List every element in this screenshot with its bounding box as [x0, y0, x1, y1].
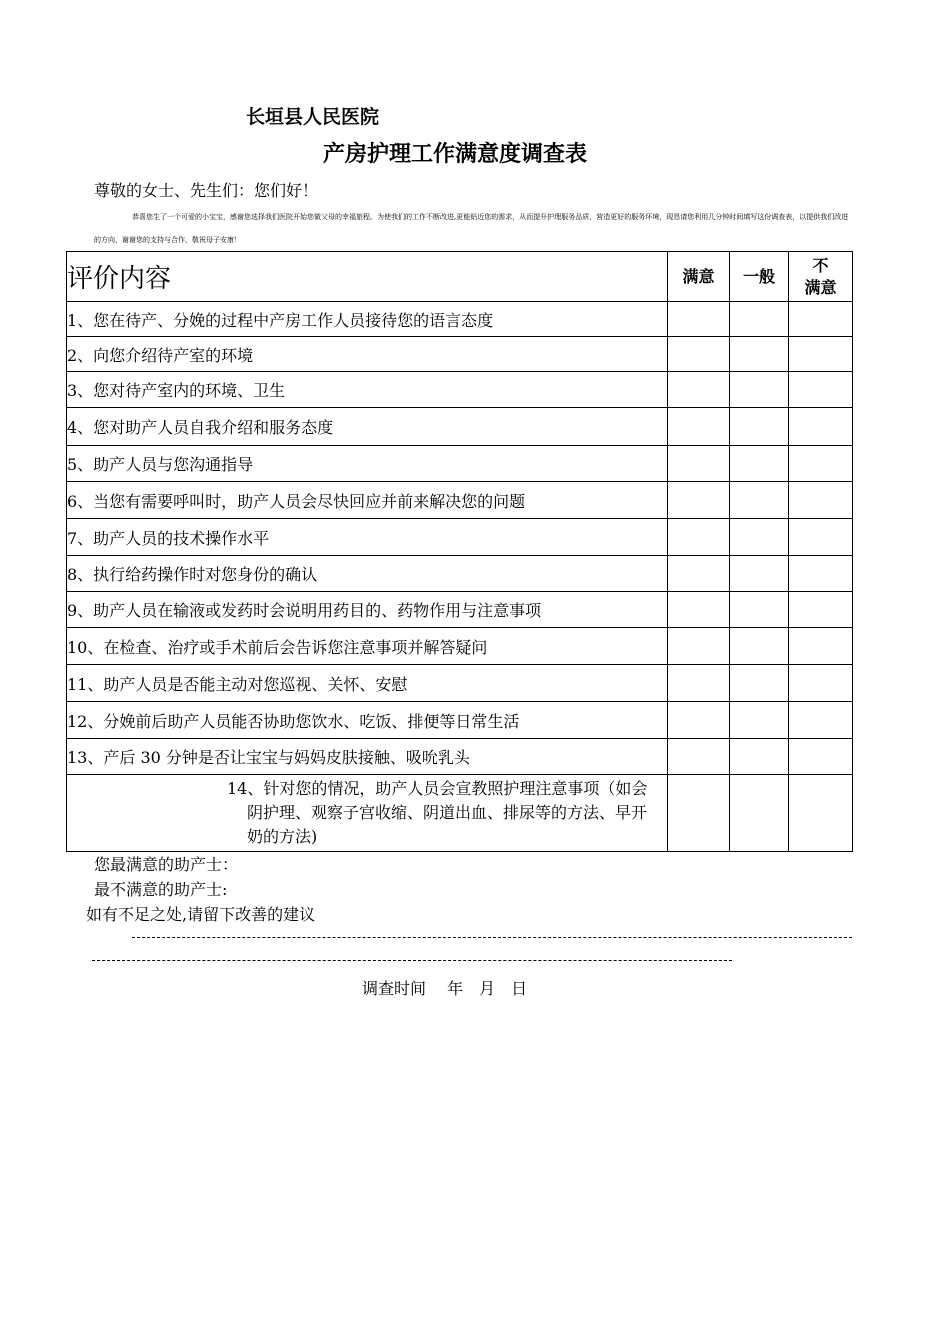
table-row	[67, 739, 853, 775]
satisfied-checkbox[interactable]	[668, 519, 730, 556]
average-checkbox[interactable]	[730, 519, 789, 556]
average-checkbox[interactable]	[730, 446, 789, 482]
unsatisfied-checkbox[interactable]	[789, 408, 853, 446]
table-row	[67, 446, 853, 482]
unsatisfied-header-line2: 满意	[804, 277, 837, 297]
item-text: 9、助产人员在输液或发药时会说明用药目的、药物作用与注意事项	[67, 592, 668, 628]
satisfied-column-header: 满意	[668, 252, 730, 302]
item-text: 12、分娩前后助产人员能否协助您饮水、吃饭、排便等日常生活	[67, 702, 668, 739]
satisfied-checkbox[interactable]	[668, 446, 730, 482]
satisfied-checkbox[interactable]	[668, 408, 730, 446]
item-text: 4、您对助产人员自我介绍和服务态度	[67, 408, 668, 446]
average-checkbox[interactable]	[730, 337, 789, 372]
average-checkbox[interactable]	[730, 556, 789, 592]
average-checkbox[interactable]	[730, 739, 789, 775]
intro-text: 恭喜您生了一个可爱的小宝宝，感谢您选择我们医院开始您做父母的幸福旅程。为使我们的工作不断改进,更能贴近您的需求，从而提升护理服务品质，营造更好的服务环境，现恳请您利用几分钟时间填写这份调查表，以提供我们改进的方向，谢谢您的支持与合作，敬祝母子安康！	[94, 213, 849, 244]
hospital-name: 长垣县人民医院	[246, 106, 380, 128]
satisfied-checkbox[interactable]	[668, 482, 730, 519]
suggestion-line[interactable]	[132, 937, 852, 938]
satisfied-checkbox[interactable]	[668, 337, 730, 372]
unsatisfied-checkbox[interactable]	[789, 302, 853, 337]
table-row	[67, 372, 853, 408]
unsatisfied-checkbox[interactable]	[789, 556, 853, 592]
table-row	[67, 665, 853, 702]
unsatisfied-checkbox[interactable]	[789, 482, 853, 519]
satisfied-checkbox[interactable]	[668, 556, 730, 592]
item-text: 1、您在待产、分娩的过程中产房工作人员接待您的语言态度	[67, 302, 668, 337]
table-row	[67, 302, 853, 337]
item-text: 13、产后 30 分钟是否让宝宝与妈妈皮肤接触、吸吮乳头	[67, 739, 668, 775]
average-checkbox[interactable]	[730, 628, 789, 665]
suggestion-label: 如有不足之处,请留下改善的建议	[86, 905, 316, 924]
item-text: 2、向您介绍待产室的环境	[67, 337, 668, 372]
suggestion-line[interactable]	[92, 960, 732, 961]
most-satisfied-midwife-label: 您最满意的助产士：	[94, 855, 239, 874]
survey-table	[66, 251, 853, 852]
item-text: 5、助产人员与您沟通指导	[67, 446, 668, 482]
unsatisfied-checkbox[interactable]	[789, 702, 853, 739]
average-checkbox[interactable]	[730, 482, 789, 519]
greeting: 尊敬的女士、先生们：您们好！	[94, 181, 319, 200]
item-text: 10、在检查、治疗或手术前后会告诉您注意事项并解答疑问	[67, 628, 668, 665]
satisfied-checkbox[interactable]	[668, 665, 730, 702]
average-checkbox[interactable]	[730, 302, 789, 337]
satisfied-checkbox[interactable]	[668, 592, 730, 628]
table-row	[67, 702, 853, 739]
average-checkbox[interactable]	[730, 665, 789, 702]
table-row	[67, 628, 853, 665]
unsatisfied-checkbox[interactable]	[789, 665, 853, 702]
satisfied-checkbox[interactable]	[668, 739, 730, 775]
item-text: 6、当您有需要呼叫时，助产人员会尽快回应并前来解决您的问题	[67, 482, 668, 519]
item-text: 14、针对您的情况，助产人员会宣教照护理注意事项（如会阴护理、观察子宫收缩、阴道出血、排尿等的方法、早开奶的方法)	[67, 775, 668, 852]
page-title: 产房护理工作满意度调查表	[322, 141, 587, 167]
unsatisfied-checkbox[interactable]	[789, 446, 853, 482]
average-checkbox[interactable]	[730, 592, 789, 628]
average-checkbox[interactable]	[730, 372, 789, 408]
unsatisfied-checkbox[interactable]	[789, 592, 853, 628]
item-text: 3、您对待产室内的环境、卫生	[67, 372, 668, 408]
unsatisfied-header-line1: 不	[812, 255, 829, 275]
table-row	[67, 519, 853, 556]
unsatisfied-checkbox[interactable]	[789, 775, 853, 852]
table-row	[67, 337, 853, 372]
unsatisfied-checkbox[interactable]	[789, 519, 853, 556]
unsatisfied-checkbox[interactable]	[789, 337, 853, 372]
table-row	[67, 482, 853, 519]
item-text: 8、执行给药操作时对您身份的确认	[67, 556, 668, 592]
average-checkbox[interactable]	[730, 775, 789, 852]
table-row	[67, 408, 853, 446]
satisfied-checkbox[interactable]	[668, 372, 730, 408]
table-row	[67, 556, 853, 592]
unsatisfied-checkbox[interactable]	[789, 372, 853, 408]
content-column-header: 评价内容	[67, 252, 668, 302]
satisfied-checkbox[interactable]	[668, 628, 730, 665]
average-checkbox[interactable]	[730, 702, 789, 739]
table-row	[67, 775, 853, 852]
average-checkbox[interactable]	[730, 408, 789, 446]
average-column-header: 一般	[730, 252, 789, 302]
item-text: 7、助产人员的技术操作水平	[67, 519, 668, 556]
satisfied-checkbox[interactable]	[668, 302, 730, 337]
satisfied-checkbox[interactable]	[668, 775, 730, 852]
table-row	[67, 592, 853, 628]
satisfied-checkbox[interactable]	[668, 702, 730, 739]
unsatisfied-checkbox[interactable]	[789, 628, 853, 665]
item-text: 11、助产人员是否能主动对您巡视、关怀、安慰	[67, 665, 668, 702]
survey-date: 调查时间 年 月 日	[362, 979, 528, 998]
least-satisfied-midwife-label: 最不满意的助产士:	[94, 880, 228, 899]
unsatisfied-column-header	[789, 252, 853, 302]
unsatisfied-checkbox[interactable]	[789, 739, 853, 775]
